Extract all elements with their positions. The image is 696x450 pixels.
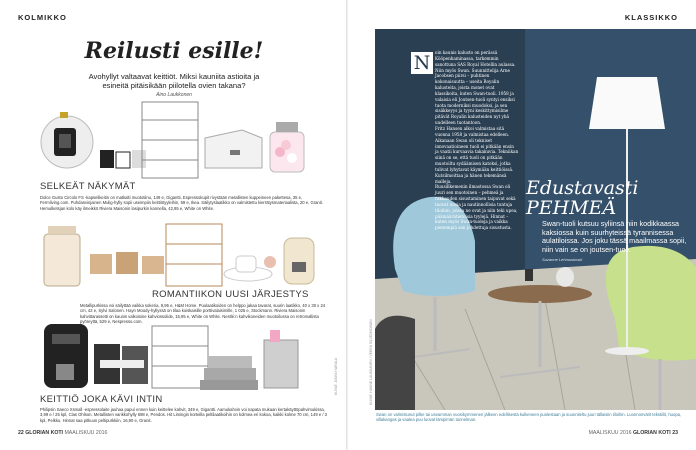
page-number: 22 <box>18 430 24 436</box>
group-caption: Philipsin Saeco Xsmall -espressolaite jauhaa papuí ennen kuin keittelee kahvit, 349 e, Gigantti. Aamukahvin voi napata mukaan kertakäyttöpahvimukissa, 3,99 e / 25 kpl, Clas Ohlson. Metallisten varikkohylly 698 e, Pendos. Hit Limingin korteilla peltilaatikoihin on kolmea eri kokoa, kaikki kolme 70 cm, 149 e / 3 kpl, Pelkku. Hinnat saa pitkuun peltipurkkiin, 16,90 e, Granit. <box>40 407 327 423</box>
page-number: 23 <box>672 430 678 436</box>
article-paragraph: Fritz Hansen alkoi valmistaa sitä vuonna 1958 ja valmistaa edelleen. <box>435 125 510 137</box>
photo-credit: Suzanne Lehmuskoski <box>542 257 583 262</box>
feature-intro: Swan-tuoli kutsuu syliinsä niin kodikkaassa kaksiossa kuin suurhyteissä tyrannisessa aulatiloissa. Jos joku tässä maailmassa sopii, niin vain se on joutsen-tuoli. <box>542 219 687 254</box>
glass-jar-image <box>270 122 304 172</box>
article-paragraph: oin kaunis kalusto on perässä Kööpenhaminassa, tarkemmin sanottuna SAS Royal Hotellin aulassa. Niin myös Swan. Suunnittelija Arne Jacobsen piirsi – puhtinen kokonaisuutta – useita Royalin kalusteita, joista monet ovat klassikoita, kuten Swan-tuoli. 1958 ja valaisia eli Joutsen-tuoli syntyi ensiksi tuota moderniksi muodoksi, ja sen sisäkkeyys ja tyyni keskittymisilme pitävät Royalin kalusteiden nyt yhä uudelleen tuotantoon. <box>435 50 516 126</box>
coffee-paper-cups-image <box>94 344 148 384</box>
shelf-image <box>142 102 198 178</box>
photo-credit-right: KUVAT: HANNE LAUKKANEN / VEERA SILVENNOINEN <box>369 319 373 405</box>
bin-image <box>264 330 298 388</box>
espresso-machine-image <box>284 238 314 284</box>
metal-canister-image <box>44 226 80 286</box>
section-label: KOLMIKKO <box>18 13 67 22</box>
page-title: Reilusti esille! <box>84 38 264 64</box>
product-row-1 <box>30 100 330 180</box>
issue-date: MAALISKUU 2016 <box>588 430 632 436</box>
lede: Avohyllyt valtaavat keittiöt. Miksi kauniita astioita ja esineitä pitäisikään piilotella ovien takana? <box>88 72 260 90</box>
issue-date: MAALISKUU 2016 <box>64 430 108 436</box>
magazine-name: GLORIAN KOTI <box>633 430 671 436</box>
product-row-3 <box>40 320 310 392</box>
group-caption: Dolce Gusto Circolo FS -kapselikeitin on matkalti muototiinu, 149 e, Gigantti. Espressokupit rivystään metallisten kuppeineen pakettesa, 35 e, Fermliving.com. Puhdasvinjainen Mulig-hylly sopii useimpiin keittiötyyleihin, 59 e, Ikea. Säilytyslaatikko on valmistettu kierrätysmateriaalista, 20 e, Granit. Hemulketsjan kolo käy ilmeikkö Riviera Maisonin lasipurkin kannella, 42,95 e, White on White. <box>40 195 324 211</box>
coffee-machine-image <box>41 112 93 168</box>
storage-box-image <box>205 130 262 168</box>
photo-caption: Swan on valmistunut pilke tai useamman vuosikymmenen jälkeen edellisestä kulkeneen puolestaan ja suunniteltu juuri tällaisiin tiloihin. Luonnonvärit tekstiilit, huopa, villakangas ja vaalea puu luovat lämpimän tunnelman. <box>376 412 682 423</box>
page-footer <box>18 430 107 436</box>
metal-rack-image <box>152 326 208 388</box>
group-heading: SELKEÄT NÄKYMÄT <box>40 181 136 192</box>
black-chair-left <box>375 316 415 410</box>
drop-cap: N <box>411 52 433 74</box>
magazine-name: GLORIAN KOTI <box>25 430 63 436</box>
product-row-2 <box>40 222 330 290</box>
article-body <box>435 50 519 231</box>
coffee-cup-set-image <box>224 256 276 281</box>
bookshelf-image <box>166 224 222 286</box>
saeco-espresso-image <box>44 324 88 388</box>
section-label: KLASSIKKO <box>624 13 678 22</box>
article-paragraph: Aikanaan Swan oli tekniset innovaatioineen tuoli ei pitkään ensin ja vaatii kurvaavia takakuvia. Tekniikan siinä on se, että tuoli on pitkään muotoiltu sydäämisen katoksi, jotka tulivat lyhytavat käymään keittiöissä. Kutsilmoittaa ja hänen tekemänsä malleja. <box>435 137 519 184</box>
wooden-boxes-image <box>90 252 164 274</box>
group-heading: KEITTIÖ JOKA KÄVI INTIN <box>40 394 163 405</box>
metal-tins-image <box>200 356 258 390</box>
group-heading: ROMANTIIKON UUSI JÄRJESTYS <box>152 289 309 300</box>
byline: Aino Laukkonen <box>156 92 192 98</box>
photo-credit-left: KUVAT: JOUNI HARALA <box>334 358 338 395</box>
group-caption: Metallipurkissa voi säilyttää vaikka sokeria, 9,95 e, H&M Home. Puulaatikoiden on helppo jakaa tavarat, suurin laatikko, 40 x 30 x 24 cm, 42 e, Sylvi Salonen. Hayn Moody-hyllyssä on tilaa koiskaisille porttivalaisimille, 1 025 e, Stockmann. Riviera Maisonin kahvittarassetti on kaunis valkoisine kahviossolide, 15,95 e, White on White. Nestlé:n kahvikoneiden muotoilussa on retromallista pyöreyttä, 529 e, Nespresso.com. <box>80 303 326 325</box>
feature-title: Edustavasti PEHMEÄ <box>526 177 639 219</box>
article-paragraph: Ruusillkemenin ilmastossa Swan oli juuri sen muotoinen – pehmeä ja rakkauden sisustaminen taipuvat sekä tuovat uusia ja nautinnollisia tuntuja tiloihin, joissa ne ovat ja niin teki upea, päämäärätietoisia tyylejä. Hinnat – kuten myös Swan-tuoleja ja vaikka pienempiä sen johdettuja sisustusta. <box>435 184 518 231</box>
espresso-cups-image <box>100 150 146 168</box>
page-footer <box>589 430 678 436</box>
